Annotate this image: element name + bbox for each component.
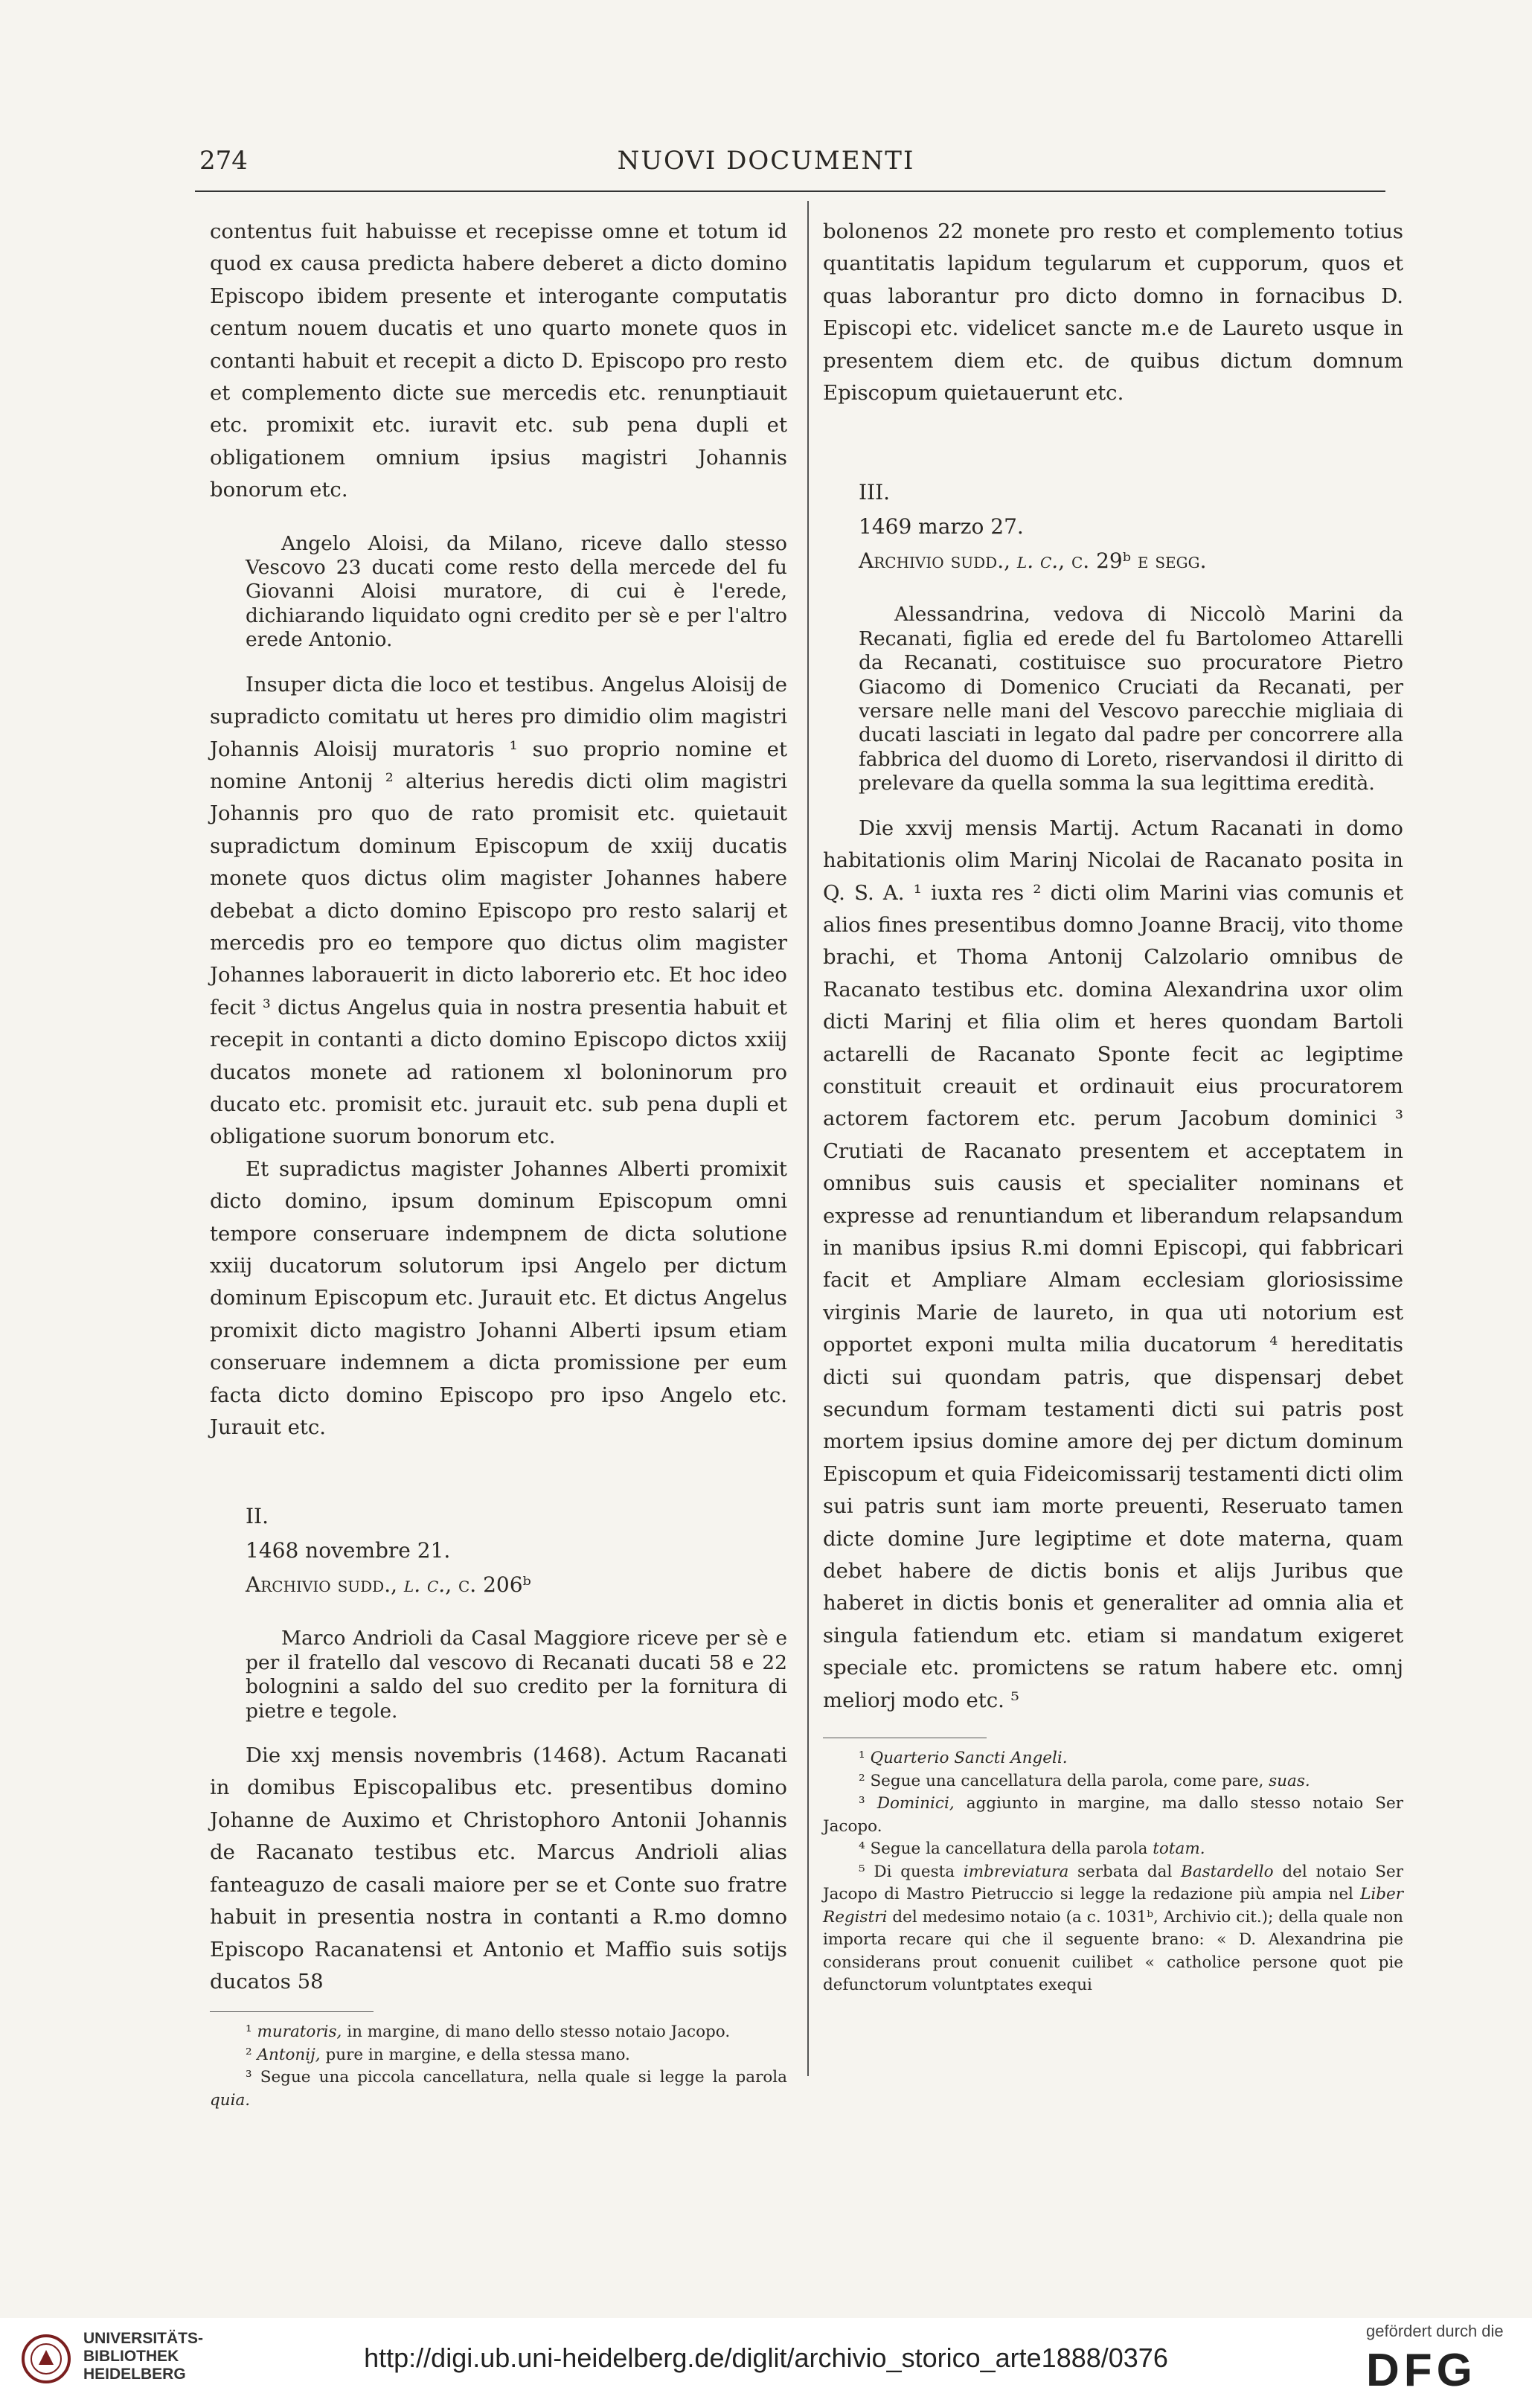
paragraph: Insuper dicta die loco et testibus. Angelus Aloisij de supradicto comitatu ut heres pro dimidio olim magistri Johannis Aloisij muratoris ¹ suo proprio nomine et nomine Antonij ² alterius heredis dicti olim magistri Johannis pro quo de rato promisit etc. quietauit supradictum dominum Episcopum de xxiij ducatis monete quos dictus olim magister Johannes habere debebat a dicto domino Episcopo pro resto salarij et mercedis pro eo tempore quo dictus olim magister Johannes laborauerit in dicto laborerio etc. Et hoc ideo fecit ³ dictus Angelus quia in nostra presentia habuit et recepit in contanti a dicto domino Episcopo dictos xxiij ducatos monete ad rationem xl boloninorum pro ducato etc. promisit etc. jurauit etc. sub pena dupli et obligatione suorum bonorum etc.: [210, 672, 787, 1149]
footnote-term: muratoris,: [257, 2023, 342, 2042]
footnote-number: ⁴: [859, 1839, 871, 1859]
footnote: [210, 2044, 787, 2067]
footnote-number: ²: [246, 2045, 257, 2064]
document-summary: Angelo Aloisi, da Milano, riceve dallo stesso Vescovo 23 ducati come resto della mercede del fu Giovanni Aloisi muratore, di cui è l'erede, dichiarando liquidato ogni credito per sè e per l'altro erede Antonio.: [246, 531, 787, 652]
footnote-text: del medesimo notaio (a c. 1031ᵇ, Archivio cit.); della quale non importa recare qui che il seguente brano: « D. Alexandrina pie considerans prout conuenit cuilibet « catholice persone quot pie defunctorum voluntptates exequi: [823, 1907, 1403, 1995]
footnote-number: ³: [246, 2068, 260, 2087]
archive-loc: l. c.: [403, 1572, 446, 1598]
footnote: [210, 2021, 787, 2044]
footnote: [823, 1770, 1403, 1793]
footnote-term: Bastardello: [1181, 1862, 1274, 1881]
footnote-text: del notaio Ser Jacopo di Mastro Pietruccio si legge la redazione più ampia nel: [823, 1862, 1404, 1904]
footnote-number: ¹: [859, 1749, 871, 1768]
footnote-text: aggiunto in margine, ma dallo stesso notaio Ser Jacopo.: [823, 1794, 1403, 1836]
footnote: [823, 1838, 1403, 1861]
funding-note: gefördert durch die: [1366, 2322, 1504, 2340]
footnote-term: imbreviatura: [963, 1862, 1069, 1881]
archive-folio: , c. 29ᵇ e segg.: [1058, 548, 1207, 574]
permalink-url[interactable]: http://digi.ub.uni-heidelberg.de/diglit/archivio_storico_arte1888/0376: [364, 2343, 1168, 2373]
document-summary: Alessandrina, vedova di Niccolò Marini da Recanati, figlia ed erede del fu Bartolomeo Attarelli da Recanati, costituisce suo procuratore Pietro Giacomo di Domenico Cruciati da Recanati, per versare nelle mani del Vescovo parecchie migliaia di ducati lasciati in legato dal padre per concorrere alla fabbrica del duomo di Loreto, riservandosi il diritto di prelevare da quella somma la sua legittima eredità.: [859, 603, 1403, 795]
footnote: [823, 1861, 1403, 1997]
footnote-number: ³: [859, 1794, 877, 1813]
running-title: NUOVI DOCUMENTI: [617, 146, 915, 176]
section-number: II.: [246, 1504, 269, 1529]
footnote-text: Di questa: [874, 1862, 964, 1881]
footnote-number: ⁵: [859, 1862, 874, 1881]
archive-folio: , c. 206ᵇ: [445, 1572, 531, 1598]
footnote-term: Antonij,: [257, 2045, 321, 2064]
section-date: 1468 novembre 21.: [246, 1538, 451, 1563]
footnote-text: Segue la cancellatura della parola: [870, 1839, 1153, 1859]
footnote: [210, 2066, 787, 2112]
archive-reference: [823, 546, 1403, 576]
section-date: 1469 marzo 27.: [859, 514, 1024, 539]
paragraph: Et supradictus magister Johannes Alberti promixit dicto domino, ipsum dominum Episcopum omni tempore conseruare indempnem de dicta solutione xxiij ducatorum solutorum ipsi Angelo per dictum dominum Episcopum etc. Jurauit etc. Et dictus Angelus promixit dicto magistro Johanni Alberti ipsum etiam conseruare indemnem a dicta promissione per eum facta dicto domino Episcopo pro ipso Angelo etc. Jurauit etc.: [210, 1156, 787, 1440]
footnote-text: pure in margine, e della stessa mano.: [320, 2045, 630, 2064]
footnote-term: Dominici,: [876, 1794, 955, 1813]
footnote: [823, 1747, 1403, 1770]
archive-reference: [210, 1570, 787, 1600]
footnote-term: Quarterio Sancti Angeli.: [870, 1749, 1068, 1768]
archive-loc: l. c.: [1016, 548, 1059, 574]
footnote-text: serbata dal: [1068, 1862, 1182, 1881]
footnote-term: quia.: [210, 2090, 251, 2110]
left-column: [210, 216, 787, 2112]
dfg-logo: DFG: [1366, 2345, 1477, 2396]
archive-name: Archivio sudd.,: [246, 1572, 404, 1598]
footnote-number: ¹: [246, 2023, 257, 2042]
header-rule: [195, 190, 1385, 192]
paragraph: bolonenos 22 monete pro resto et complemento totius quantitatis lapidum tegularum et cupporum, quos et quas laborantur pro dicto domno in fornacibus D. Episcopi etc. videlicet sancte m.e de Laureto usque in presentem diem etc. de quibus dictum domnum Episcopum quietauerunt etc.: [823, 220, 1403, 406]
footnote-rule: [210, 2011, 374, 2012]
document-summary: Marco Andrioli da Casal Maggiore riceve per sè e per il fratello dal vescovo di Recanati ducati 58 e 22 bolognini a saldo del suo credito per la fornitura di pietre e tegole.: [246, 1627, 787, 1723]
library-name-line: HEIDELBERG: [83, 2366, 186, 2383]
paragraph: Die xxj mensis novembris (1468). Actum Racanati in domibus Episcopalibus etc. presentibus domino Johanne de Auximo et Christophoro Antonii Johannis de Racanato testibus etc. Marcus Andrioli alias fanteaguzo de casali maiore per se et Conte suo fratre habuit in presentia nostra in contanti a R.mo domno Episcopo Racanatensi et Antonio et Maffio suis sotijs ducatos 58: [210, 1743, 787, 1994]
footnote-term: Liber Registri: [823, 1885, 1403, 1927]
paragraph: Die xxvij mensis Martij. Actum Racanati in domo habitationis olim Marinj Nicolai de Racanato posita in Q. S. A. ¹ iuxta res ² dicti olim Marini vias comunis et alios fines presentibus domno Joanne Bracij, vito thome brachi, et Thoma Antonij Calzolario omnibus de Racanato testibus etc. domina Alexandrina uxor olim dicti Marinj et filia olim et heres quondam Bartoli actarelli de Racanato Sponte fecit ac legiptime constituit creauit et ordinauit eius procuratorem actorem factorem etc. perum Jacobum dominici ³ Crutiati de Racanato presentem et acceptatem in omnibus suis causis et specialiter nominans et expresse ad renuntiandum et liberandum relapsandum in manibus ipsius R.mi domni Episcopi, qui fabbricari facit et Ampliare Almam ecclesiam gloriosissime virginis Marie de laureto, in qua uti notorium est opportet exponi multa milia ducatorum ⁴ hereditatis dicti sui quondam patris, que dispensarj debet secundum formam testamenti dicti sui patris post mortem ipsius domine amore dej per dictum dominum Episcopum et quia Fideicomissarij testamenti dicti olim sui patris sunt iam morte preuenti, Reseruato tamen dicte domine Jure legiptime et dote materna, quam debet habere de dictis bonis et alijs Juribus que haberet in dictis bonis et generaliter ad omnia alia et singula fatiendum etc. etiam si mandatum exigeret speciale etc. promictens se ratum habere etc. omnj meliorj modo etc. ⁵: [823, 816, 1403, 1712]
footnote: [823, 1793, 1403, 1838]
library-name-line: UNIVERSITÄTS-: [83, 2330, 204, 2347]
footnote-term: totam.: [1153, 1839, 1205, 1859]
right-column: [823, 216, 1403, 1997]
section-number: III.: [859, 480, 891, 505]
footnote-term: suas.: [1269, 1771, 1310, 1790]
paragraph: contentus fuit habuisse et recepisse omne et totum id quod ex causa predicta habere deberet a dicto domino Episcopo ibidem presente et interogante computatis centum nouem ducatis et uno quarto monete quos in contanti habuit et recepit a dicto D. Episcopo pro resto et complemento dicte sue mercedis etc. renunptiauit etc. promixit etc. iuravit etc. sub pena dupli et obligationem omnium ipsius magistri Johannis bonorum etc.: [210, 220, 787, 502]
library-name-line: BIBLIOTHEK: [83, 2348, 179, 2365]
footnote-text: Segue una cancellatura della parola, come pare,: [870, 1771, 1269, 1790]
footnote-text: in margine, di mano dello stesso notaio Jacopo.: [342, 2023, 731, 2042]
archive-name: Archivio sudd.,: [859, 548, 1017, 574]
footnote-number: ²: [859, 1771, 871, 1790]
page-number: 274: [199, 146, 248, 176]
column-divider: [807, 201, 809, 2076]
footnote-text: Segue una piccola cancellatura, nella quale si legge la parola: [260, 2068, 787, 2087]
